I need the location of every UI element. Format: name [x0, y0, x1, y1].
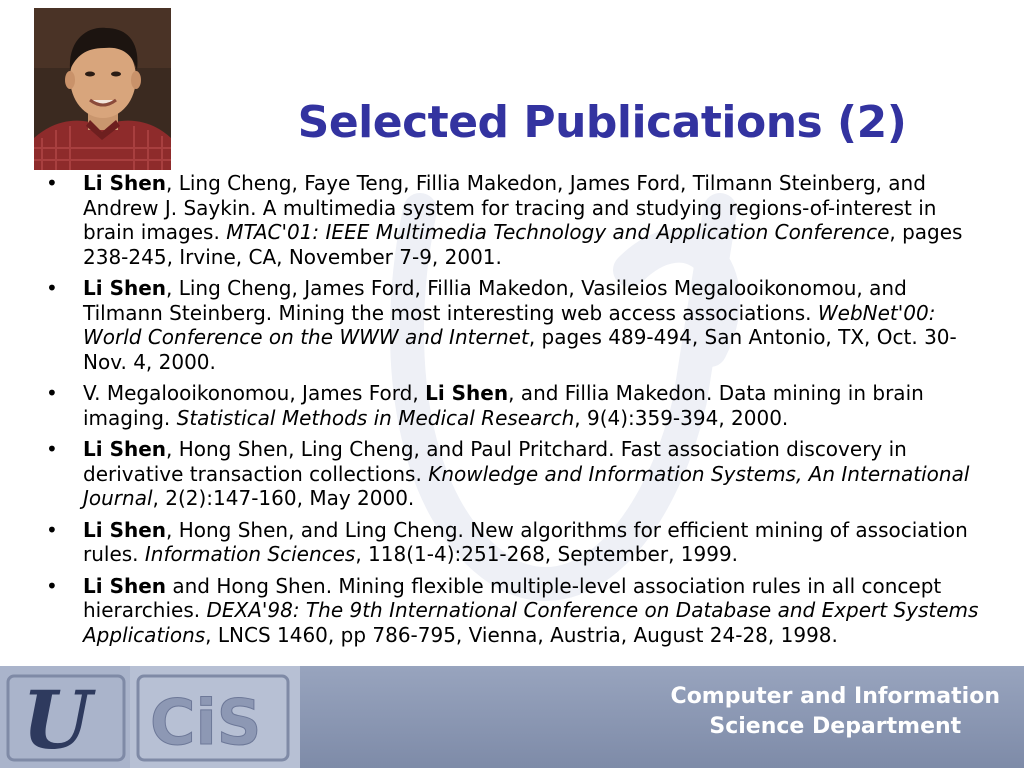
citation-text: , Ling Cheng, James Ford, Fillia Makedon, Vasileios Megalooikonomou, and Tilmann Steinberg. Mining the most interesting web access associations.: [83, 276, 907, 325]
bullet-icon: •: [46, 437, 58, 461]
publication-item: [44, 574, 984, 648]
publication-list: [44, 171, 984, 654]
slide-title: Selected Publications (2): [297, 97, 907, 149]
citation-text: , Hong Shen, and Ling Cheng. New algorithms for efficient mining of association rules.: [83, 517, 968, 566]
publication-item: [44, 437, 984, 511]
footer-band: [0, 666, 1024, 768]
citation-text: , pages 489-494, San Antonio, TX, Oct. 30-Nov. 4, 2000.: [83, 325, 957, 374]
bullet-icon: •: [46, 171, 58, 195]
citation-text: , 2(2):147-160, May 2000.: [152, 486, 415, 510]
bullet-icon: •: [46, 276, 58, 300]
citation-text: , Ling Cheng, Faye Teng, Fillia Makedon, James Ford, Tilmann Steinberg, and Andrew J. Saykin. A multimedia system for tracing and studying regions-of-interest in brain images.: [83, 171, 937, 244]
department-name: [671, 682, 1000, 742]
author-highlight: Li Shen: [83, 517, 167, 542]
author-highlight: Li Shen: [83, 437, 167, 461]
venue-name: Information Sciences: [144, 542, 356, 566]
publication-item: [44, 518, 984, 567]
logo-cis-letters: CiS: [150, 686, 262, 759]
citation-text: , 9(4):359-394, 2000.: [574, 405, 789, 430]
bullet-icon: •: [46, 573, 58, 598]
citation-text: and Hong Shen. Mining flexible multiple-level association rules in all concept hierarchies.: [83, 573, 942, 622]
citation-text: , LNCS 1460, pp 786-795, Vienna, Austria, August 24-28, 1998.: [205, 622, 838, 647]
author-highlight: Li Shen: [83, 276, 167, 300]
venue-name: MTAC'01: IEEE Multimedia Technology and Application Conference: [226, 220, 890, 244]
publication-item: [44, 276, 984, 374]
publication-item: [44, 381, 984, 430]
venue-name: Statistical Methods in Medical Research: [176, 405, 575, 430]
author-highlight: Li Shen: [83, 171, 167, 195]
author-highlight: Li Shen: [83, 573, 167, 598]
citation-text: , pages 238-245, Irvine, CA, November 7-9, 2001.: [83, 220, 963, 269]
citation-text: , 118(1-4):251-268, September, 1999.: [355, 542, 739, 566]
author-portrait: [34, 8, 171, 170]
ucis-logo: [0, 666, 300, 768]
citation-text: , and Fillia Makedon. Data mining in brain imaging.: [83, 381, 924, 430]
department-line-2: Science Department: [709, 714, 962, 739]
venue-name: DEXA'98: The 9th International Conference on Database and Expert Systems Applications: [83, 598, 979, 647]
logo-u-letter: U: [22, 673, 92, 767]
citation-text: , Hong Shen, Ling Cheng, and Paul Pritchard. Fast association discovery in derivative transaction collections.: [83, 437, 907, 486]
publication-item: [44, 171, 984, 269]
bullet-icon: •: [46, 381, 58, 405]
venue-name: WebNet'00: World Conference on the WWW and Internet: [83, 300, 936, 349]
citation-text: V. Megalooikonomou, James Ford,: [83, 381, 426, 405]
bullet-icon: •: [46, 517, 58, 542]
department-line-1: Computer and Information: [670, 684, 1000, 709]
venue-name: Knowledge and Information Systems, An International Journal: [83, 461, 970, 510]
author-highlight: Li Shen: [425, 381, 509, 405]
